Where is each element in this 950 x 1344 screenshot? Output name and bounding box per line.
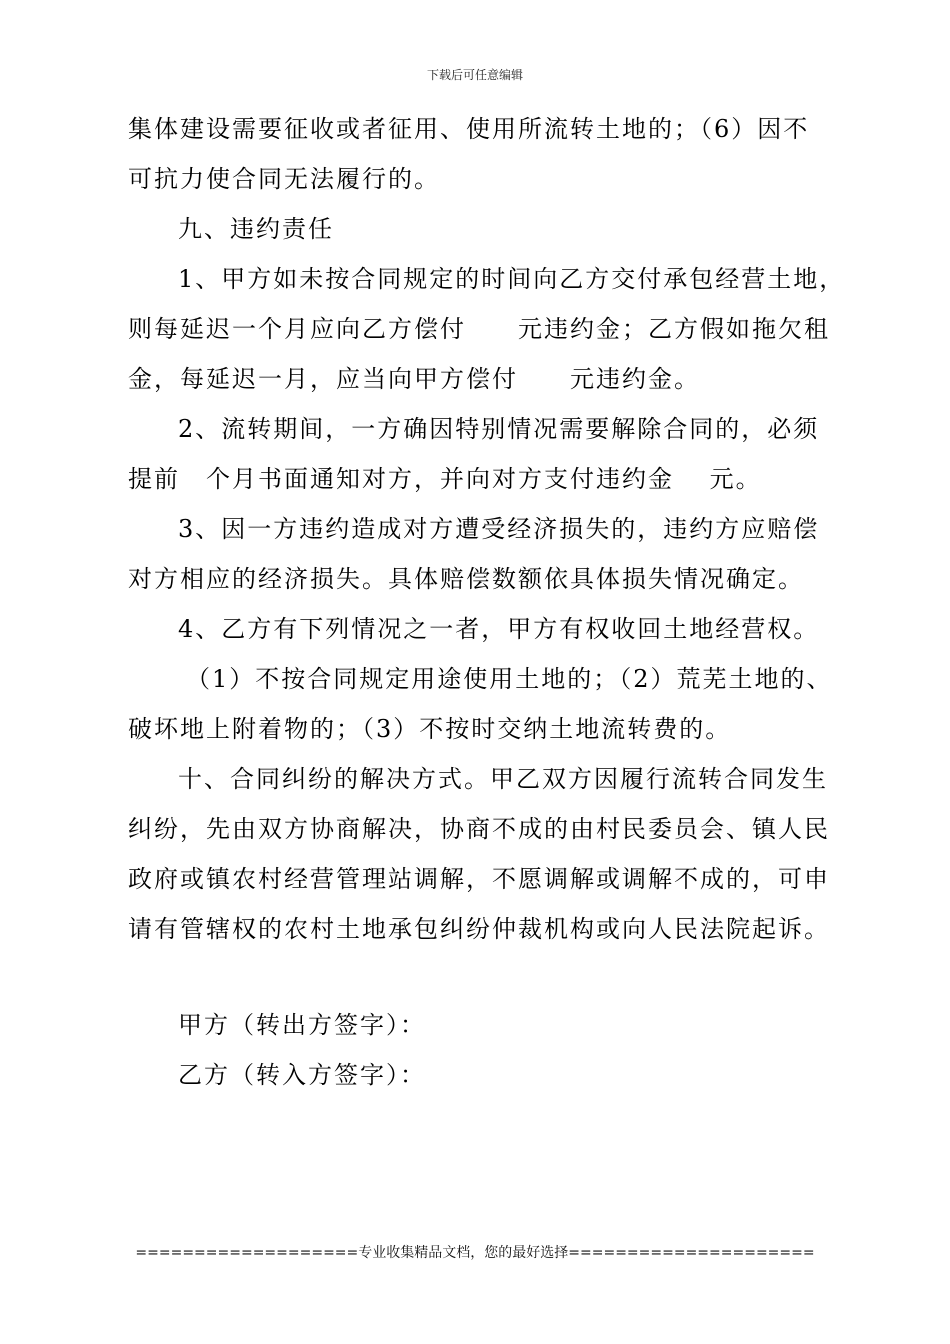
paragraph-line: 则每延迟一个月应向乙方偿付 元违约金；乙方假如拖欠租 [128,315,830,343]
signature-block [178,1000,426,1100]
paragraph-line: 1、甲方如未按合同规定的时间向乙方交付承包经营土地， [178,265,846,293]
section-heading-breach: 九、违约责任 [178,215,334,243]
paragraph-line: 政府或镇农村经营管理站调解，不愿调解或调解不成的，可申 [128,865,830,893]
paragraph-line: （1）不按合同规定用途使用土地的；（2）荒芜土地的、 [186,665,833,693]
paragraph-line: 纠纷，先由双方协商解决，协商不成的由村民委员会、镇人民 [128,815,830,843]
paragraph-line: 对方相应的经济损失。具体赔偿数额依具体损失情况确定。 [128,565,804,593]
party-b-signature-label: 乙方（转入方签字）： [178,1061,426,1089]
paragraph-line: 破坏地上附着物的；（3）不按时交纳土地流转费的。 [128,715,732,743]
paragraph-line: 提前 个月书面通知对方，并向对方支付违约金 元。 [128,465,762,493]
paragraph-line: 2、流转期间，一方确因特别情况需要解除合同的，必须 [178,415,820,443]
party-a-signature-label: 甲方（转出方签字）： [178,1011,426,1039]
contract-body [128,104,846,954]
paragraph-line: 集体建设需要征收或者征用、使用所流转土地的；（6）因不 [128,115,810,143]
paragraph-line: 3、因一方违约造成对方遭受经济损失的，违约方应赔偿 [178,515,820,543]
section-heading-dispute: 十、合同纠纷的解决方式。甲乙双方因履行流转合同发生 [178,765,828,793]
paragraph-line: 可抗力使合同无法履行的。 [128,165,440,193]
header-note: 下载后可任意编辑 [426,68,523,82]
footer-note: ===================专业收集精品文档，您的最好选择===================== [135,1245,815,1261]
paragraph-line: 金，每延迟一月，应当向甲方偿付 元违约金。 [128,365,700,393]
paragraph-line: 请有管辖权的农村土地承包纠纷仲裁机构或向人民法院起诉。 [128,915,830,943]
paragraph-line: 4、乙方有下列情况之一者，甲方有权收回土地经营权。 [178,615,820,643]
